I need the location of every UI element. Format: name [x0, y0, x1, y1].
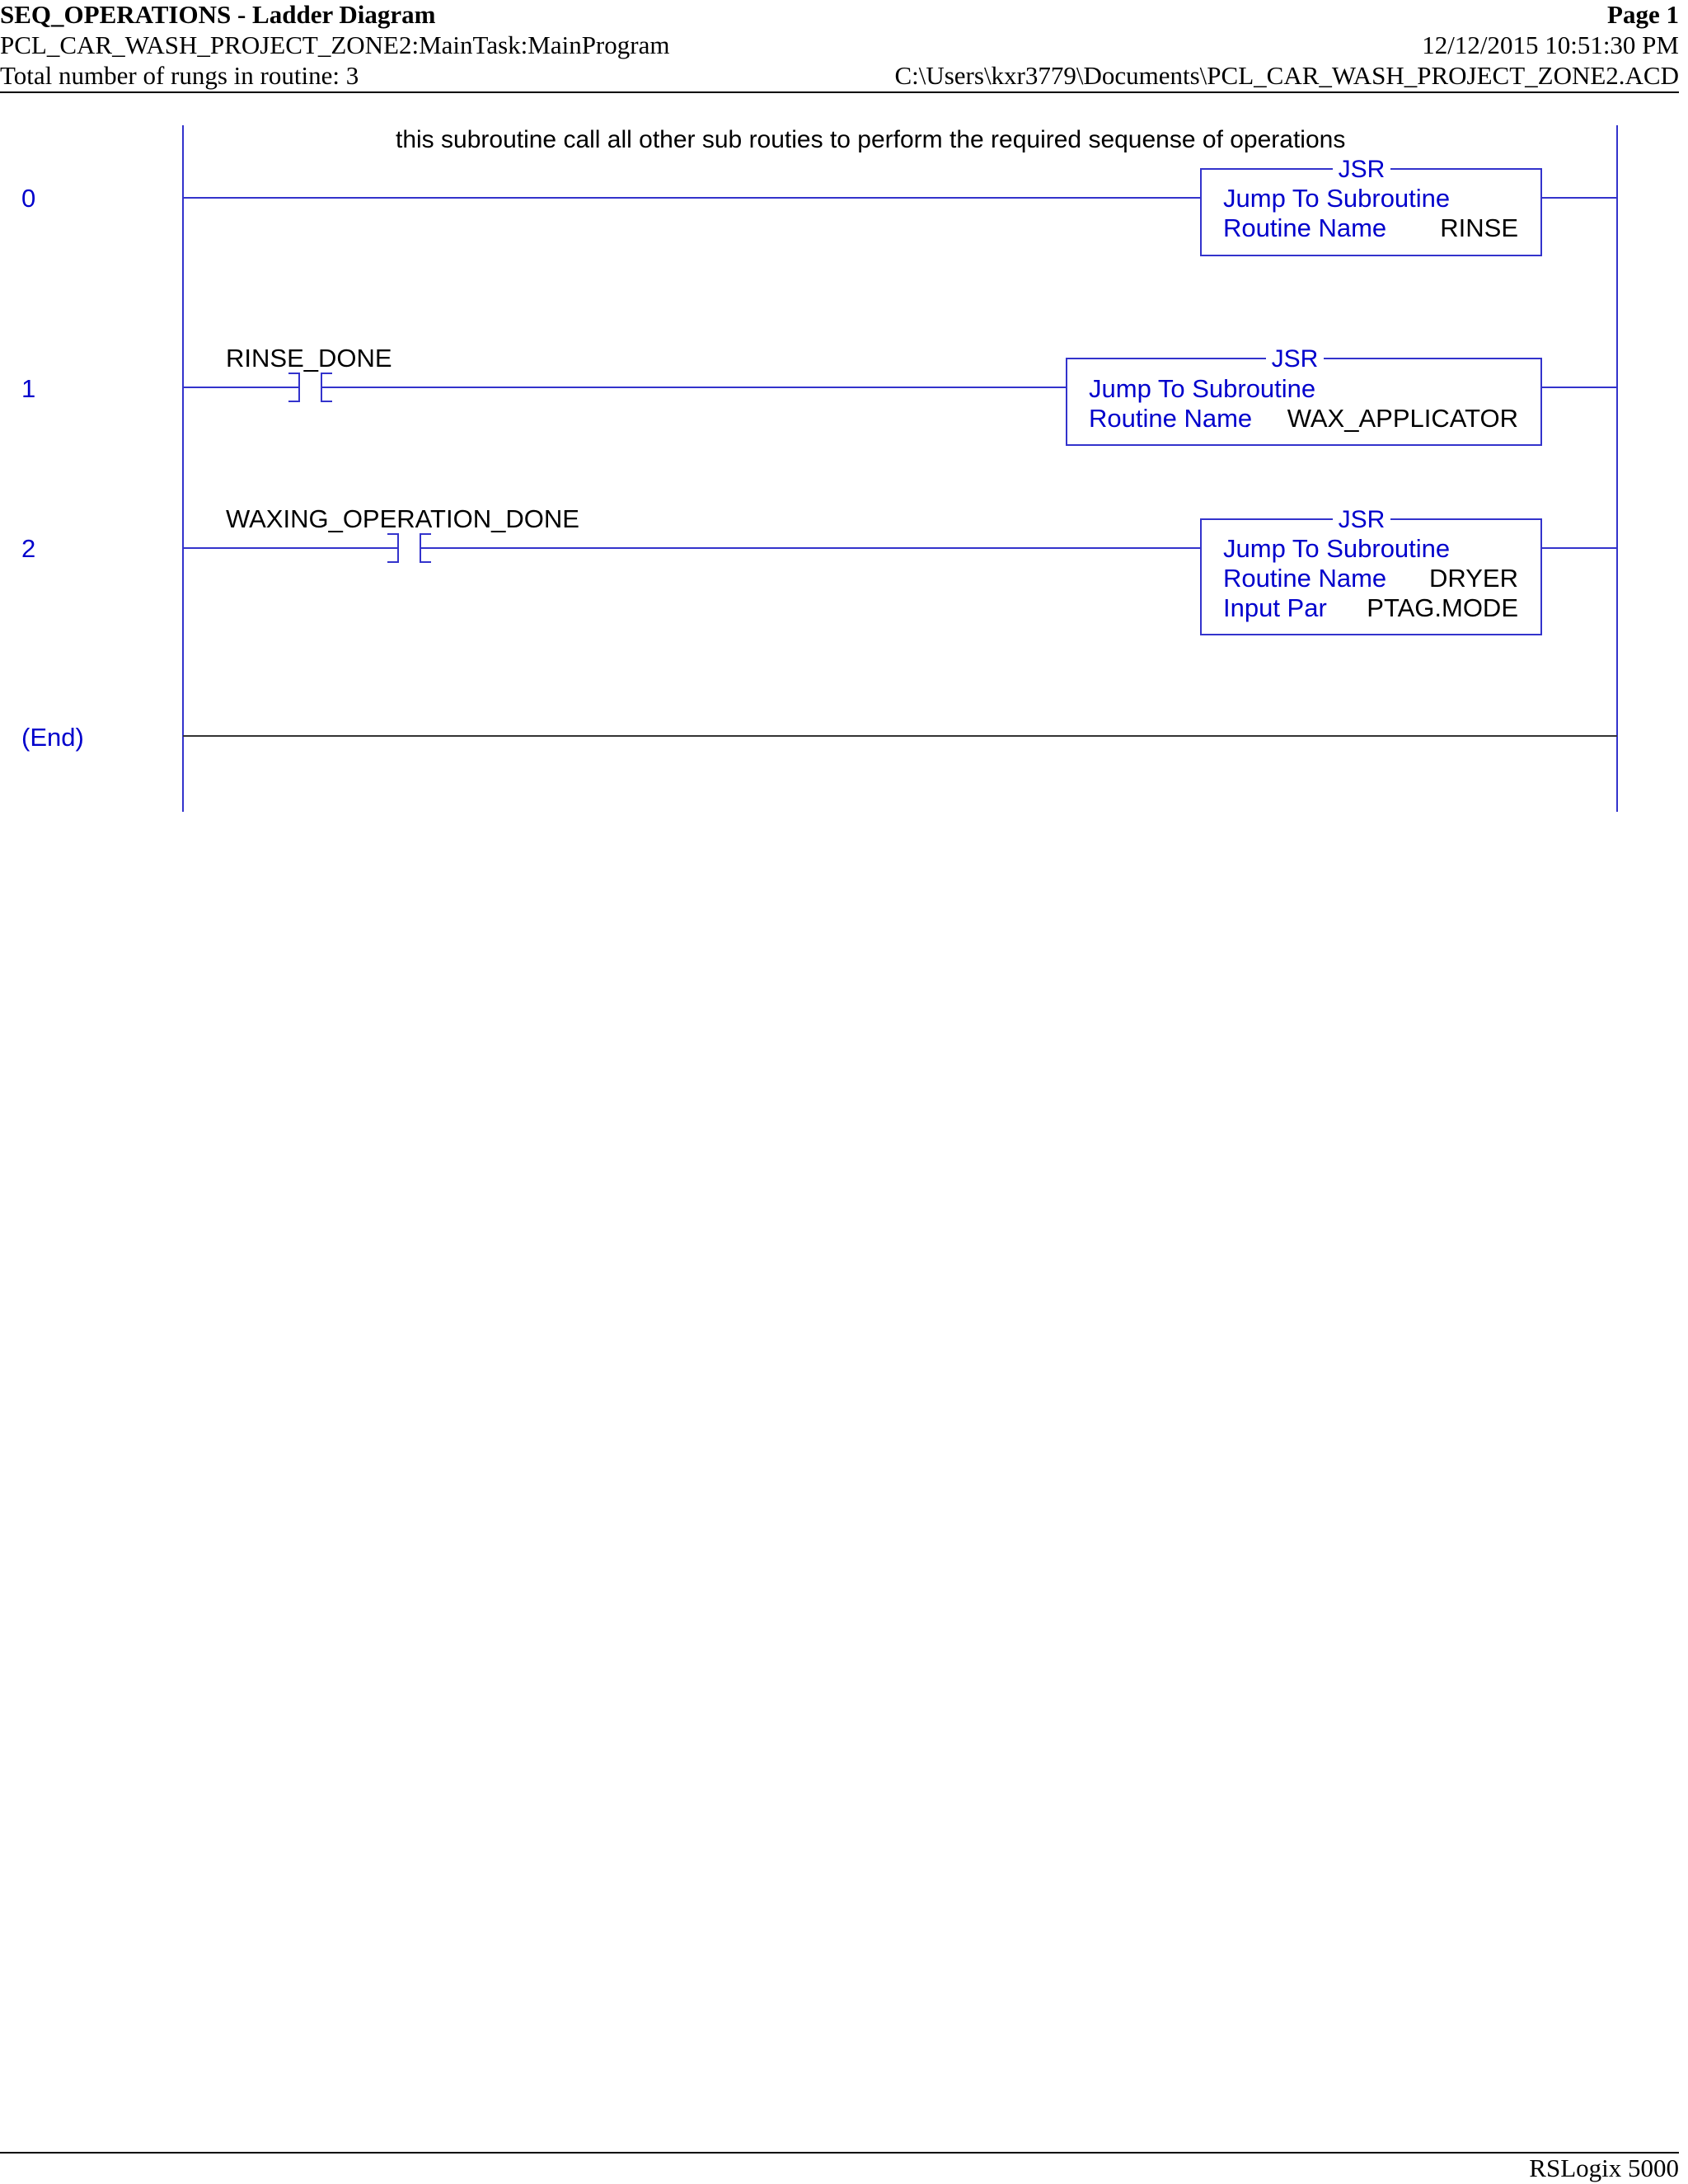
footer-rule — [0, 2152, 1679, 2154]
rung-2-param-value-1: DRYER — [1429, 564, 1518, 593]
rung-1[interactable] — [21, 344, 1617, 445]
rung-2-jsr-block[interactable] — [1201, 506, 1541, 635]
rung-1-param-label: Routine Name — [1089, 404, 1253, 433]
rung-2-jsr-mnemonic: JSR — [1338, 506, 1386, 533]
page-title: SEQ_OPERATIONS - Ladder Diagram — [0, 0, 436, 29]
rung-0-jsr-mnemonic: JSR — [1338, 156, 1386, 183]
rung-count: Total number of rungs in routine: 3 — [0, 61, 359, 90]
program-path: PCL_CAR_WASH_PROJECT_ZONE2:MainTask:MainProgram — [0, 30, 670, 59]
rung-1-jsr-name: Jump To Subroutine — [1089, 374, 1316, 403]
rung-2-param-value-2: PTAG.MODE — [1367, 593, 1518, 622]
rung-2-param-label-1: Routine Name — [1223, 564, 1387, 593]
rung-0-jsr-name: Jump To Subroutine — [1223, 184, 1451, 213]
rung-0-param-value: RINSE — [1440, 213, 1518, 242]
rung-2[interactable] — [21, 504, 1617, 635]
footer-app-name: RSLogix 5000 — [1529, 2154, 1679, 2182]
rung-1-param-value: WAX_APPLICATOR — [1287, 404, 1518, 433]
rung-0-jsr-block[interactable] — [1201, 156, 1541, 255]
rung-1-jsr-mnemonic: JSR — [1271, 345, 1319, 373]
page-number: Page 1 — [1607, 0, 1679, 29]
rung-0-param-label: Routine Name — [1223, 213, 1387, 242]
rung-1-jsr-block[interactable] — [1067, 345, 1541, 445]
rung-2-number: 2 — [21, 534, 36, 563]
rung-0-comment: this subroutine call all other sub routies to perform the required sequense of operations — [396, 126, 1346, 153]
print-timestamp: 12/12/2015 10:51:30 PM — [1422, 30, 1679, 59]
end-label: (End) — [21, 723, 84, 752]
rung-1-number: 1 — [21, 374, 36, 403]
end-rung — [21, 723, 1617, 752]
rung-2-contact-tag: WAXING_OPERATION_DONE — [226, 504, 579, 533]
rung-2-param-label-2: Input Par — [1223, 593, 1327, 622]
rung-1-contact-tag: RINSE_DONE — [226, 344, 392, 373]
rung-2-jsr-name: Jump To Subroutine — [1223, 534, 1451, 563]
rung-0-number: 0 — [21, 184, 36, 213]
rung-0[interactable] — [21, 126, 1617, 255]
file-path: C:\Users\kxr3779\Documents\PCL_CAR_WASH_PROJECT_ZONE2.ACD — [894, 61, 1679, 90]
